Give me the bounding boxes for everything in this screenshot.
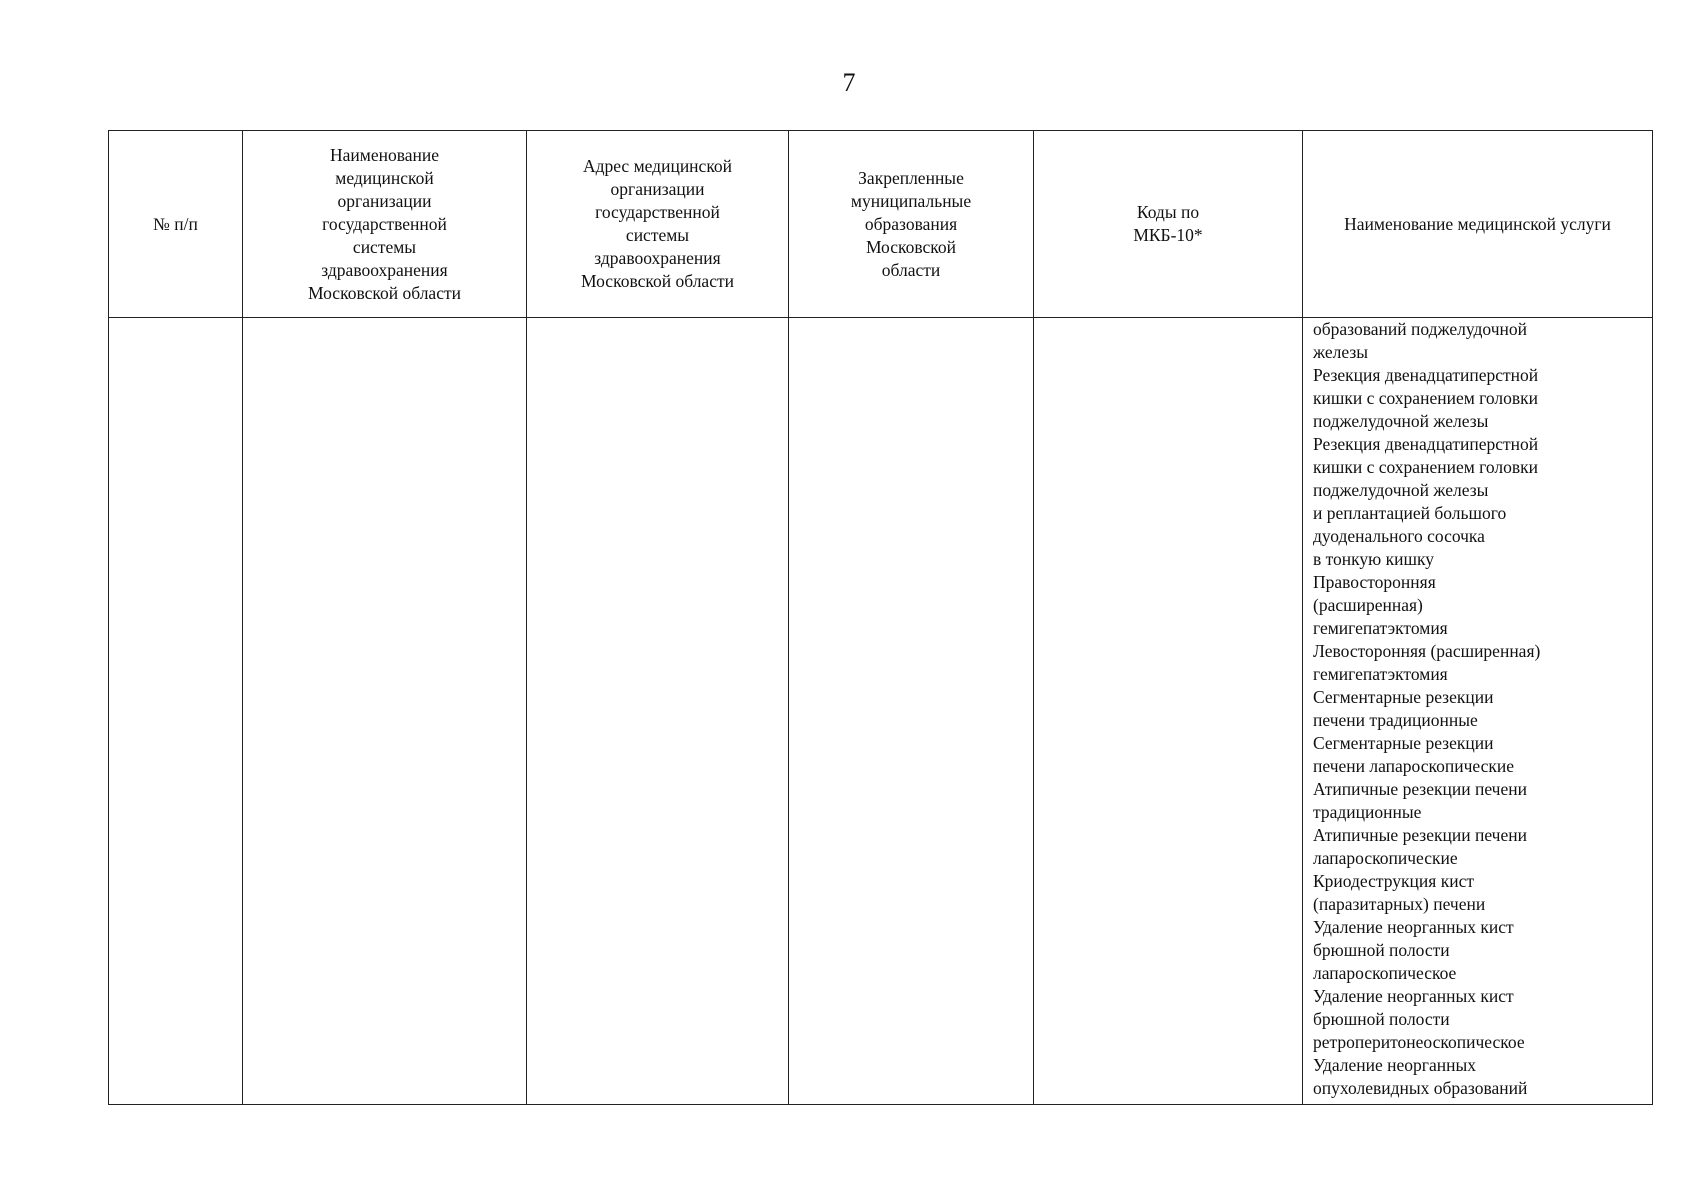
service-line: Атипичные резекции печени [1313,825,1527,845]
service-line: Удаление неорганных кист [1313,917,1514,937]
service-line: Резекция двенадцатиперстной [1313,434,1539,454]
cell-num [109,318,243,1105]
service-line: ретроперитонеоскопическое [1313,1032,1525,1052]
service-line: лапароскопические [1313,848,1458,868]
service-line: Сегментарные резекции [1313,733,1494,753]
table-header [109,131,1653,318]
service-line: традиционные [1313,802,1422,822]
header-num [109,131,243,318]
service-line: Удаление неорганных [1313,1055,1476,1075]
service-line: (расширенная) [1313,595,1423,615]
cell-icd-codes [1034,318,1303,1105]
header-num-label: № п/п [153,213,198,234]
header-municipalities [789,131,1034,318]
cell-org-address [527,318,789,1105]
services-table [108,130,1653,1105]
service-line: образований поджелудочной [1313,319,1528,339]
service-line: печени лапароскопические [1313,756,1514,776]
table-row [109,318,1653,1105]
service-line: Сегментарные резекции [1313,687,1494,707]
service-line: поджелудочной железы [1313,411,1489,431]
header-service-name [1303,131,1653,318]
service-line: Удаление неорганных кист [1313,986,1514,1006]
service-line: кишки с сохранением головки [1313,388,1539,408]
service-line: (паразитарных) печени [1313,894,1486,914]
header-municipalities-label: Закрепленные муниципальные образования Московской области [850,167,972,280]
service-line: дуоденального сосочка [1313,526,1485,546]
header-org-address-label: Адрес медицинской организации государственной системы здравоохранения Московской области [581,156,734,291]
service-line: гемигепатэктомия [1313,664,1448,684]
header-org-name [243,131,527,318]
header-row [109,131,1653,318]
service-line: поджелудочной железы [1313,480,1489,500]
header-icd-codes-label: Коды по МКБ-10* [1133,202,1203,245]
service-line: Атипичные резекции печени [1313,779,1527,799]
service-line: железы [1313,342,1369,362]
header-org-name-label: Наименование медицинской организации государственной системы здравоохранения Московской области [308,144,461,303]
cell-municipalities [789,318,1034,1105]
service-line: в тонкую кишку [1313,549,1434,569]
service-line: Криодеструкция кист [1313,871,1474,891]
service-line: опухолевидных образований [1313,1078,1528,1098]
cell-org-name [243,318,527,1105]
header-service-name-label: Наименование медицинской услуги [1344,213,1611,234]
service-line: брюшной полости [1313,940,1450,960]
service-line: лапароскопическое [1313,963,1457,983]
service-line: Резекция двенадцатиперстной [1313,365,1539,385]
page-number: 7 [842,68,856,97]
service-line: брюшной полости [1313,1009,1450,1029]
table-body [109,318,1653,1105]
service-line: гемигепатэктомия [1313,618,1448,638]
cell-service-name [1303,318,1653,1105]
header-org-address [527,131,789,318]
service-line: кишки с сохранением головки [1313,457,1539,477]
service-line: Левосторонняя (расширенная) [1313,641,1541,661]
service-line: печени традиционные [1313,710,1478,730]
service-line: и реплантацией большого [1313,503,1507,523]
header-icd-codes [1034,131,1303,318]
service-line: Правосторонняя [1313,572,1436,592]
